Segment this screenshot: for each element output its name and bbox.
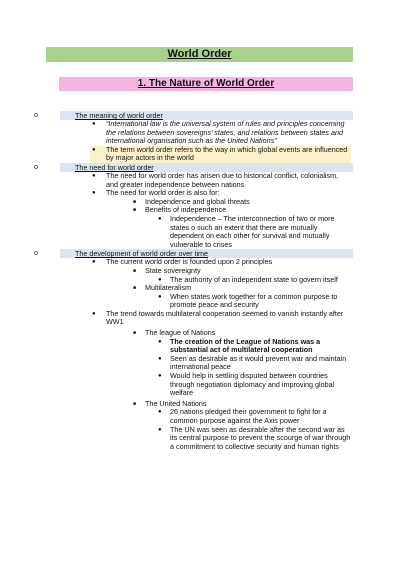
heading-development-of-world-order: o The development of world order over time [60,249,353,258]
bullet-icon: ● [158,373,162,380]
bullet-icon: ● [92,172,96,179]
heading-need-for-world-order: o The need for world order [60,163,353,172]
list-item: ■ State sovereignty [133,265,201,275]
list-item: ● The current world order is founded upon 2 principles [92,257,273,267]
bullet-icon: ● [92,190,96,197]
list-item: ● When states work together for a common purpose to promote peace and security [158,291,338,310]
hollow-bullet-icon: o [34,250,38,258]
list-item: ● The need for world order has arisen due to historical conflict, colonialism, and greater independence between nations [92,170,339,189]
list-item: ● The UN was seen as desirable after the second war as its central purpose to prevent the scourge of war through a commitment to collective security and human rights [158,424,351,451]
square-bullet-icon: ■ [133,400,137,407]
list-item: ● “International law is the universal system of rules and principles concerning the relations between sovereigns’ states, and relations between states and international organisation such as the United Nations” [92,119,345,146]
bullet-icon: ● [92,310,96,317]
document-title-text: World Order [167,48,232,60]
list-item: ■ Multilateralism [133,283,191,293]
list-item: ● The need for world order is also for: [92,188,220,198]
bullet-icon: ● [158,426,162,433]
bullet-icon: ● [158,276,162,283]
hollow-bullet-icon: o [34,163,38,171]
highlighted-list-item: ● The term world order refers to the way in which global events are influenced by major actors in the world [90,146,351,163]
bullet-icon: ● [92,259,96,266]
document-title [46,47,353,62]
list-item: ● Seen as desirable as it would prevent war and maintain international peace [158,353,347,372]
document-body [0,111,400,451]
bullet-icon: ● [92,146,96,153]
list-item: ● Would help in settling disputed between countries through negotiation diplomacy and improving global welfare [158,371,335,398]
list-item: ■ The league of Nations [133,328,216,338]
bullet-icon: ● [92,121,96,127]
bullet-icon: ● [158,215,162,222]
heading-meaning-of-world-order: o The meaning of world order [60,111,353,120]
list-item: ● 26 nations pledged their government to fight for a common purpose against the Axis power [158,407,327,425]
section-title-text: 1. The Nature of World Order [137,78,275,89]
list-item: ● The trend towards multilateral cooperation seemed to vanish instantly after WW1 [92,308,344,327]
square-bullet-icon: ■ [133,207,137,214]
list-item: ● The creation of the League of Nations was a substantial act of multilateral cooperation [158,336,321,355]
square-bullet-icon: ■ [133,198,137,205]
list-item: ■ Independence and global threats [133,196,250,206]
list-item: ■ Benefits of independence [133,205,227,215]
bullet-icon: ● [158,355,162,362]
section-title [59,77,353,91]
bullet-icon: ● [158,338,162,345]
bullet-icon: ● [158,293,162,300]
square-bullet-icon: ■ [133,330,137,337]
hollow-bullet-icon: o [34,112,38,119]
list-item: ● Independence – The interconnection of two or more states o such an extent that there are mutually dependent on each other for survival and mutually vulnerable to crises [158,213,335,249]
bullet-icon: ● [158,409,162,416]
list-item: ■ The United Nations [133,398,207,408]
list-item: ● The authority of an independent state to govern itself [158,274,338,284]
square-bullet-icon: ■ [133,267,137,274]
square-bullet-icon: ■ [133,285,137,292]
